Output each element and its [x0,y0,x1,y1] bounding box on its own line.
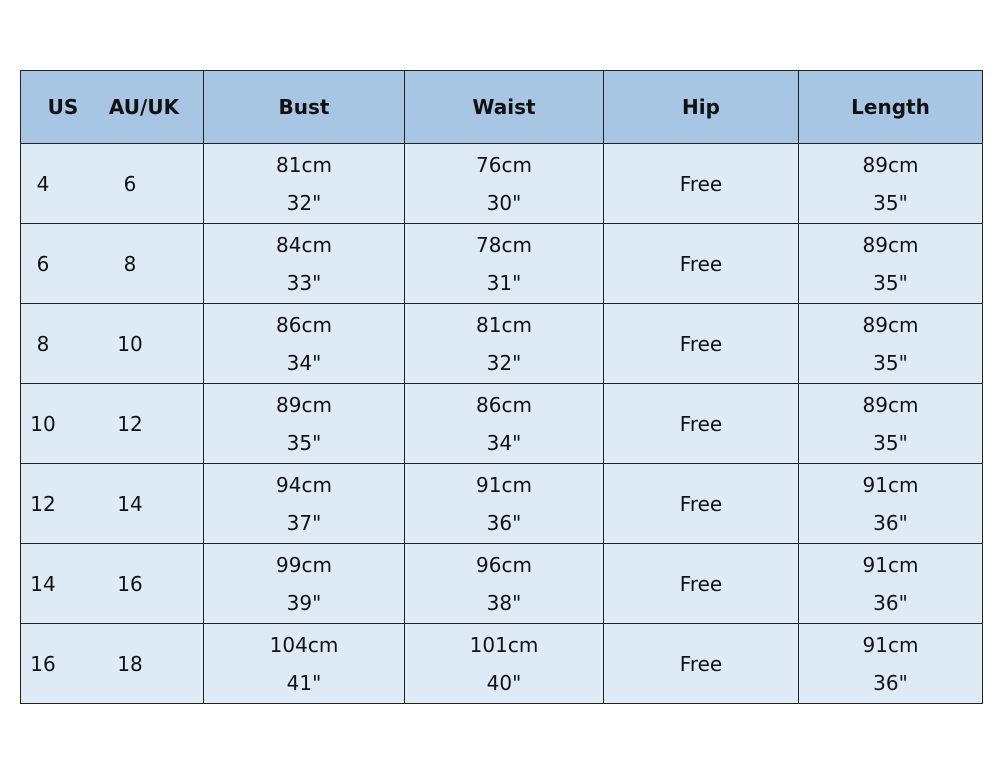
bust-in: 33" [286,270,322,295]
size-au-uk: 10 [117,331,143,356]
bust-cell [204,544,405,624]
table-row [21,224,983,304]
size-cell [21,224,204,304]
size-cell [21,544,204,624]
waist-cell [405,624,604,704]
waist-cell [405,544,604,624]
waist-cell [405,384,604,464]
waist-cm: 101cm [469,632,539,657]
table-row [21,304,983,384]
hip-cell: Free [604,384,799,464]
size-us: 6 [36,251,50,276]
size-cell [21,624,204,704]
bust-cm: 86cm [276,312,332,337]
length-cell [799,544,983,624]
bust-cm: 89cm [276,392,332,417]
length-in: 35" [873,190,908,215]
header-au-uk: AU/UK [108,95,180,119]
size-us: 16 [30,651,56,676]
length-cm: 91cm [862,632,919,657]
header-length: Length [799,71,983,144]
waist-in: 38" [486,590,522,615]
length-cell [799,144,983,224]
size-au-uk: 8 [123,251,137,276]
length-in: 35" [873,270,908,295]
size-chart-table [20,70,983,704]
waist-cm: 86cm [476,392,532,417]
bust-cm: 104cm [269,632,339,657]
bust-in: 32" [286,190,322,215]
bust-cell [204,464,405,544]
size-au-uk: 6 [123,171,137,196]
hip-cell: Free [604,464,799,544]
size-au-uk: 14 [117,491,143,516]
length-cm: 89cm [862,232,919,257]
length-cm: 91cm [862,472,919,497]
bust-cell [204,624,405,704]
waist-cell [405,144,604,224]
length-in: 35" [873,350,908,375]
size-us: 4 [36,171,50,196]
bust-cm: 99cm [276,552,332,577]
waist-cell [405,304,604,384]
length-cm: 89cm [862,152,919,177]
header-us: US [47,95,79,119]
table-row [21,384,983,464]
size-cell [21,304,204,384]
waist-cm: 78cm [476,232,532,257]
length-in: 36" [873,510,908,535]
size-us: 8 [36,331,50,356]
waist-in: 32" [486,350,522,375]
table-row [21,624,983,704]
waist-cm: 96cm [476,552,532,577]
length-cm: 89cm [862,312,919,337]
header-bust: Bust [204,71,405,144]
header-hip: Hip [604,71,799,144]
header-row [21,71,983,144]
length-cell [799,384,983,464]
size-us: 12 [30,491,56,516]
bust-in: 34" [286,350,322,375]
waist-in: 36" [486,510,522,535]
length-in: 36" [873,670,908,695]
length-cm: 91cm [862,552,919,577]
hip-cell: Free [604,144,799,224]
waist-cm: 81cm [476,312,532,337]
length-cm: 89cm [862,392,919,417]
length-cell [799,304,983,384]
header-waist: Waist [405,71,604,144]
size-cell [21,384,204,464]
bust-cm: 94cm [276,472,332,497]
table-row [21,144,983,224]
bust-cm: 81cm [276,152,332,177]
bust-cm: 84cm [276,232,332,257]
size-au-uk: 16 [117,571,143,596]
size-us: 14 [30,571,56,596]
length-cell [799,624,983,704]
waist-cm: 91cm [476,472,532,497]
size-au-uk: 18 [117,651,143,676]
waist-in: 40" [486,670,522,695]
table-row [21,544,983,624]
bust-in: 41" [286,670,322,695]
bust-cell [204,304,405,384]
size-cell [21,464,204,544]
length-cell [799,224,983,304]
hip-cell: Free [604,304,799,384]
size-us: 10 [30,411,56,436]
bust-in: 35" [286,430,322,455]
length-in: 36" [873,590,908,615]
hip-cell: Free [604,224,799,304]
waist-cm: 76cm [476,152,532,177]
hip-cell: Free [604,624,799,704]
bust-in: 39" [286,590,322,615]
bust-cell [204,144,405,224]
size-au-uk: 12 [117,411,143,436]
waist-in: 31" [486,270,522,295]
table-row [21,464,983,544]
bust-cell [204,384,405,464]
bust-in: 37" [286,510,322,535]
length-cell [799,464,983,544]
length-in: 35" [873,430,908,455]
header-size-cell [21,71,204,144]
waist-cell [405,224,604,304]
size-cell [21,144,204,224]
hip-cell: Free [604,544,799,624]
waist-in: 34" [486,430,522,455]
waist-in: 30" [486,190,522,215]
waist-cell [405,464,604,544]
bust-cell [204,224,405,304]
